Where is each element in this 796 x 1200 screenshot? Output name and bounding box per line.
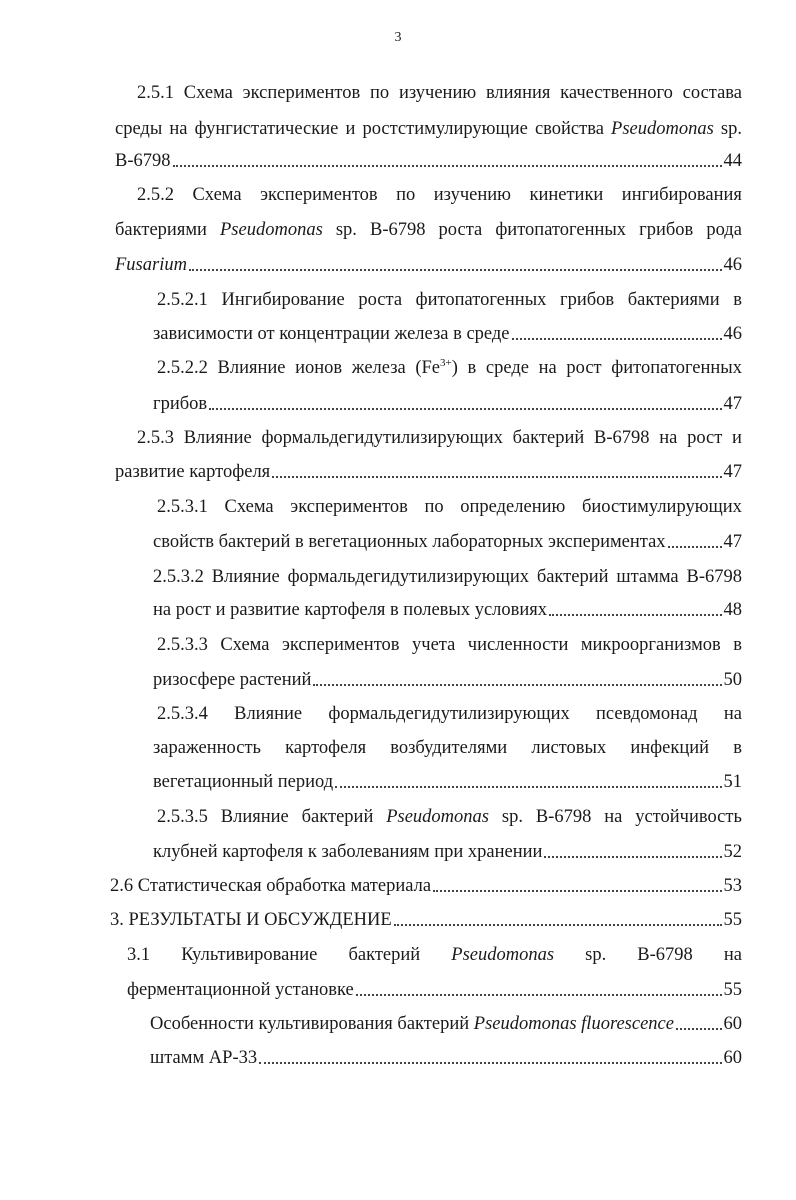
- toc-entry-2-5-2-2-line-1[interactable]: 2.5.2.2 Влияние ионов железа $(Fe^{3+})$ в среде на рост фитопатогенных: [157, 357, 742, 378]
- toc-entry-2-5-2-1-line-1[interactable]: 2.5.2.1 Ингибирование роста фитопатогенных грибов бактериями в: [157, 290, 742, 310]
- dot-leader: [676, 1028, 722, 1030]
- toc-entry-2-5-3-5-line-2[interactable]: клубней картофеля к заболеваниям при хранении 52: [153, 842, 742, 862]
- page-ref: 50: [723, 670, 742, 690]
- toc-entry-2-5-3-3-line-1[interactable]: 2.5.3.3 Схема экспериментов учета численности микроорганизмов в: [157, 635, 742, 655]
- toc-entry-features[interactable]: [150, 1012, 742, 1036]
- dot-leader: [259, 1062, 721, 1064]
- toc-entry-2-5-2-line-3[interactable]: Fusarium 46: [115, 255, 742, 275]
- toc-entry-2-5-1-line-3[interactable]: В-6798 44: [115, 151, 742, 171]
- toc-entry-2-5-3-line-1[interactable]: 2.5.3 Влияние формальдегидутилизирующих бактерий В-6798 на рост и: [137, 428, 742, 448]
- dot-leader: [394, 924, 722, 926]
- dot-leader: [549, 614, 721, 616]
- toc-entry-3-1-line-2[interactable]: ферментационной установке 55: [127, 980, 742, 1000]
- page-ref: 55: [723, 910, 742, 930]
- toc-entry-2-5-2-line-2[interactable]: бактериями Pseudomonas sp. В-6798 роста фитопатогенных грибов рода: [115, 220, 742, 240]
- dot-leader: [433, 890, 721, 892]
- page-ref: 51: [723, 772, 742, 792]
- dot-leader: [544, 856, 721, 858]
- page-number: 3: [394, 30, 402, 45]
- toc-entry-2-5-2-line-1[interactable]: 2.5.2 Схема экспериментов по изучению кинетики ингибирования: [137, 185, 742, 205]
- page-ref: 47: [723, 462, 742, 482]
- toc-entry-2-5-3-4-line-3[interactable]: вегетационный период 51: [153, 772, 742, 792]
- dot-leader: [313, 684, 721, 686]
- toc-entry-2-5-3-line-2[interactable]: развитие картофеля 47: [115, 462, 742, 482]
- dot-leader: [189, 269, 722, 271]
- toc-entry-2-5-3-1-line-2[interactable]: свойств бактерий в вегетационных лабораторных экспериментах 47: [153, 532, 742, 552]
- page-ref: 46: [723, 324, 742, 344]
- page-ref: 44: [723, 151, 742, 171]
- dot-leader: [512, 338, 722, 340]
- toc-entry-2-5-3-5-line-1[interactable]: 2.5.3.5 Влияние бактерий Pseudomonas sp. В-6798 на устойчивость: [157, 807, 742, 827]
- features-title: Особенности культивирования бактерий Pseudomonas fluorescence: [150, 1014, 674, 1034]
- page-ref: 46: [723, 255, 742, 275]
- toc-entry-2-5-3-4-line-2[interactable]: зараженность картофеля возбудителями листовых инфекций в: [153, 738, 742, 758]
- toc-entry-2-5-3-4-line-1[interactable]: 2.5.3.4 Влияние формальдегидутилизирующих псевдомонад на: [157, 704, 742, 724]
- toc-entry-3-1-line-1[interactable]: 3.1 Культивирование бактерий Pseudomonas sp. В-6798 на: [127, 945, 742, 965]
- dot-leader: [272, 476, 721, 478]
- toc-entry-strain[interactable]: штамм АР-33 60: [150, 1048, 742, 1068]
- page-ref: 60: [723, 1048, 742, 1068]
- toc-entry-2-5-3-1-line-1[interactable]: 2.5.3.1 Схема экспериментов по определению биостимулирующих: [157, 497, 742, 517]
- page-ref: 55: [723, 980, 742, 1000]
- page-ref: 47: [723, 394, 742, 414]
- dot-leader: [668, 546, 722, 548]
- dot-leader: [209, 408, 721, 410]
- toc-entry-2-5-1-line-2[interactable]: среды на фунгистатические и ростстимулирующие свойства Pseudomonas sp.: [115, 119, 742, 139]
- toc-entry-2-5-2-1-line-2[interactable]: зависимости от концентрации железа в среде 46: [153, 324, 742, 344]
- toc-entry-2-5-3-2-line-1[interactable]: 2.5.3.2 Влияние формальдегидутилизирующих бактерий штамма В-6798: [153, 567, 742, 587]
- page-ref: 47: [723, 532, 742, 552]
- page-ref: 53: [723, 876, 742, 896]
- dot-leader: [335, 786, 721, 788]
- toc-entry-2-5-3-2-line-2[interactable]: на рост и развитие картофеля в полевых условиях 48: [153, 600, 742, 620]
- toc-entry-3[interactable]: 3. РЕЗУЛЬТАТЫ И ОБСУЖДЕНИЕ 55: [110, 910, 742, 930]
- fe-ion-formula: $(Fe^{3+})$: [415, 357, 458, 378]
- dot-leader: [356, 994, 722, 996]
- page-ref: 60: [723, 1014, 742, 1034]
- page-ref: 48: [723, 600, 742, 620]
- toc-entry-2-6[interactable]: 2.6 Статистическая обработка материала 53: [110, 876, 742, 896]
- toc-entry-2-5-1-line-1[interactable]: 2.5.1 Схема экспериментов по изучению влияния качественного состава: [137, 83, 742, 103]
- toc-entry-2-5-3-3-line-2[interactable]: ризосфере растений 50: [153, 670, 742, 690]
- dot-leader: [173, 165, 722, 167]
- page-ref: 52: [723, 842, 742, 862]
- toc-entry-2-5-2-2-line-2[interactable]: грибов 47: [153, 394, 742, 414]
